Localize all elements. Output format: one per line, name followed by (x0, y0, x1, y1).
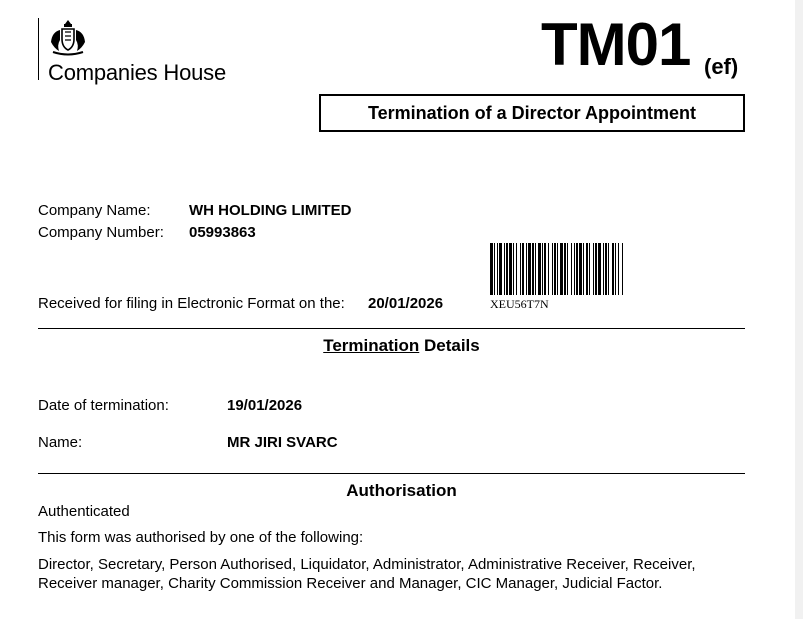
received-label: Received for filing in Electronic Format on the: (38, 295, 345, 312)
company-name-label: Company Name: (38, 202, 151, 219)
form-code-suffix: (ef) (704, 54, 739, 79)
company-name-value: WH HOLDING LIMITED (189, 202, 352, 219)
director-name-label: Name: (38, 434, 83, 451)
divider-rule (38, 328, 745, 329)
barcode-text: XEU56T7N (490, 297, 549, 311)
section-title-authorisation: Authorisation (346, 481, 457, 500)
brand-name: Companies House (48, 60, 226, 85)
divider-rule (38, 473, 745, 474)
page-edge (795, 0, 803, 619)
royal-crest-icon (47, 18, 89, 56)
section-title-termination-part2: Details (419, 336, 480, 355)
authorisation-intro: This form was authorised by one of the following: (38, 529, 364, 546)
received-date: 20/01/2026 (368, 295, 444, 312)
barcode (490, 243, 740, 295)
authorisation-status: Authenticated (38, 503, 130, 520)
form-title-text: Termination of a Director Appointment (367, 102, 696, 123)
logo-divider (38, 18, 39, 80)
termination-date-value: 19/01/2026 (227, 397, 303, 414)
form-code: TM01 (541, 11, 691, 78)
section-title-termination (0, 336, 803, 356)
termination-date-label: Date of termination: (38, 397, 169, 414)
section-title-termination-part1: Termination (323, 336, 420, 355)
company-number-label: Company Number: (38, 224, 164, 241)
authorisation-list-line1: Director, Secretary, Person Authorised, Liquidator, Administrator, Administrative Receiver, Receiver, (38, 556, 696, 573)
company-number-value: 05993863 (189, 224, 256, 241)
director-name-value: MR JIRI SVARC (227, 434, 338, 451)
authorisation-list-line2: Receiver manager, Charity Commission Receiver and Manager, CIC Manager, Judicial Factor. (38, 575, 663, 592)
form-title (319, 94, 745, 132)
